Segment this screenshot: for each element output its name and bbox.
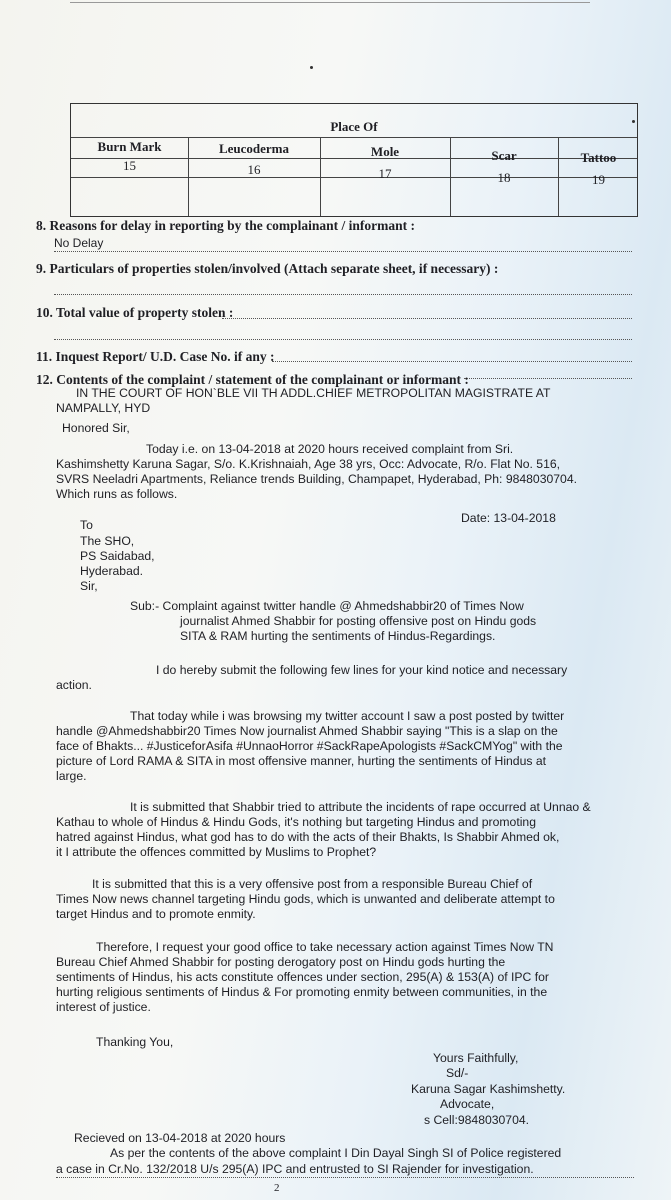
subject-line: Sub:- Complaint against twitter handle @ Ahmedshabbir20 of Times Now <box>130 599 524 613</box>
to-line: PS Saidabad, <box>80 549 155 563</box>
subject-line: SITA & RAM hurting the sentiments of Hindus-Regardings. <box>180 629 496 643</box>
dotted-line <box>54 294 632 295</box>
paragraph-4-line: target Hindus and to promote enmity. <box>56 907 256 921</box>
top-border-line <box>70 2 590 3</box>
final-line: a case in Cr.No. 132/2018 U/s 295(A) IPC and entrusted to SI Rajender for investigation. <box>56 1162 534 1176</box>
to-line: Hyderabad. <box>80 564 144 578</box>
header-leucoderma: Leucoderma <box>218 141 290 156</box>
cell-16: 16 <box>247 162 261 177</box>
identification-marks-table <box>70 103 638 217</box>
paragraph-5-line: Therefore, I request your good office to take necessary action against Times Now TN <box>96 940 554 954</box>
paragraph-4-line: Times Now news channel targeting Hindu gods, which is unwanted and deliberate attempt to <box>56 892 555 906</box>
item-8-value: No Delay <box>54 236 104 250</box>
paragraph-3-line: hatred against Hindus, what god has to do with the acts of their Bhakts, Is Shabbir Ahmed ok, <box>56 830 560 844</box>
salutation: Honored Sir, <box>62 421 130 435</box>
paragraph-5-line: sentiments of Hindus, his acts constitute offences under section, 295(A) & 153(A) of IPC for <box>56 970 549 984</box>
paragraph-1-line: action. <box>56 678 92 692</box>
paragraph-2-line: picture of Lord RAMA & SITA in most offensive manner, hurting the sentiments of Hindus at <box>56 754 547 768</box>
header-burn-mark: Burn Mark <box>97 139 162 154</box>
dotted-line <box>54 251 632 252</box>
paragraph-5-line: interest of justice. <box>56 1000 151 1014</box>
cell-15: 15 <box>123 158 136 173</box>
received-line: Recieved on 13-04-2018 at 2020 hours <box>74 1131 286 1145</box>
dotted-line <box>56 1177 634 1178</box>
paragraph-2-line: That today while i was browsing my twitter account I saw a post posted by twitter <box>130 709 565 723</box>
to-line: The SHO, <box>80 534 135 548</box>
paragraph-4-line: It is submitted that this is a very offensive post from a responsible Bureau Chief of <box>92 877 533 891</box>
signature-line: Sd/- <box>446 1066 469 1080</box>
paragraph-2-line: large. <box>56 769 87 783</box>
intro-line: Which runs as follows. <box>56 487 178 501</box>
item-12-label: 12. Contents of the complaint / statement of the complainant or informant : <box>36 372 469 387</box>
paragraph-5-line: hurting religious sentiments of Hindus & For promoting enmity between communities, in the <box>56 985 548 999</box>
dotted-line <box>464 378 632 379</box>
speck <box>310 66 313 69</box>
paragraph-2-line: face of Bhakts... #JusticeforAsifa #UnnaoHorror #SackRapeApologists #SackCMYog" with the <box>56 739 563 753</box>
complaint-date: Date: 13-04-2018 <box>461 511 556 525</box>
item-9-label: 9. Particulars of properties stolen/involved (Attach separate sheet, if necessary) : <box>36 261 499 276</box>
cell-19: 19 <box>592 172 605 187</box>
dotted-line <box>222 318 632 319</box>
item-8-label: 8. Reasons for delay in reporting by the complainant / informant : <box>36 218 416 233</box>
court-line-2: NAMPALLY, HYD <box>56 401 151 415</box>
signature-line: s Cell:9848030704. <box>424 1113 530 1127</box>
thanking-you: Thanking You, <box>96 1035 174 1049</box>
to-line: Sir, <box>80 579 98 593</box>
paragraph-3-line: It is submitted that Shabbir tried to attribute the incidents of rape occurred at Unnao & <box>130 800 591 814</box>
intro-line: Kashimshetty Karuna Sagar, S/o. K.Krishnaiah, Age 38 yrs, Occ: Advocate, R/o. Flat No. 516, <box>56 457 561 471</box>
intro-line: SVRS Neeladri Apartments, Reliance trends Building, Champapet, Hyderabad, Ph: 9848030704. <box>56 472 577 486</box>
final-line: As per the contents of the above complaint I Din Dayal Singh SI of Police registered <box>110 1146 562 1160</box>
header-scar: Scar <box>491 148 517 163</box>
dotted-line <box>54 339 632 340</box>
paragraph-1-line: I do hereby submit the following few lines for your kind notice and necessary <box>156 663 568 677</box>
paragraph-3-line: Kathau to whole of Hindus & Hindu Gods, it's nothing but targeting Hindus and promoting <box>56 815 536 829</box>
table-caption: Place Of <box>330 119 378 134</box>
item-11-label: 11. Inquest Report/ U.D. Case No. if any : <box>36 349 275 364</box>
paragraph-5-line: Bureau Chief Ahmed Shabbir for posting derogatory post on Hindu gods hurting the <box>56 955 506 969</box>
to-line: To <box>80 518 93 532</box>
subject-line: journalist Ahmed Shabbir for posting offensive post on Hindu gods <box>180 614 537 628</box>
paragraph-3-line: it I attribute the offences committed by Muslims to Prophet? <box>56 845 377 859</box>
signature-line: Advocate, <box>440 1097 495 1111</box>
header-mole: Mole <box>370 144 400 159</box>
intro-line: Today i.e. on 13-04-2018 at 2020 hours received complaint from Sri. <box>146 442 514 456</box>
paragraph-2-line: handle @Ahmedshabbir20 Times Now journalist Ahmed Shabbir saying "This is a slap on the <box>56 724 558 738</box>
cell-18: 18 <box>497 170 511 185</box>
dotted-line <box>272 361 632 362</box>
signature-line: Yours Faithfully, <box>433 1051 519 1065</box>
signature-line: Karuna Sagar Kashimshetty. <box>411 1082 566 1096</box>
header-tattoo: Tattoo <box>580 150 617 165</box>
court-line-1: IN THE COURT OF HON`BLE VII TH ADDL.CHIEF METROPOLITAN MAGISTRATE AT <box>76 386 551 400</box>
page-number: 2 <box>274 1182 280 1194</box>
cell-17: 17 <box>378 166 392 181</box>
item-10-label: 10. Total value of property stolen : <box>36 305 234 320</box>
